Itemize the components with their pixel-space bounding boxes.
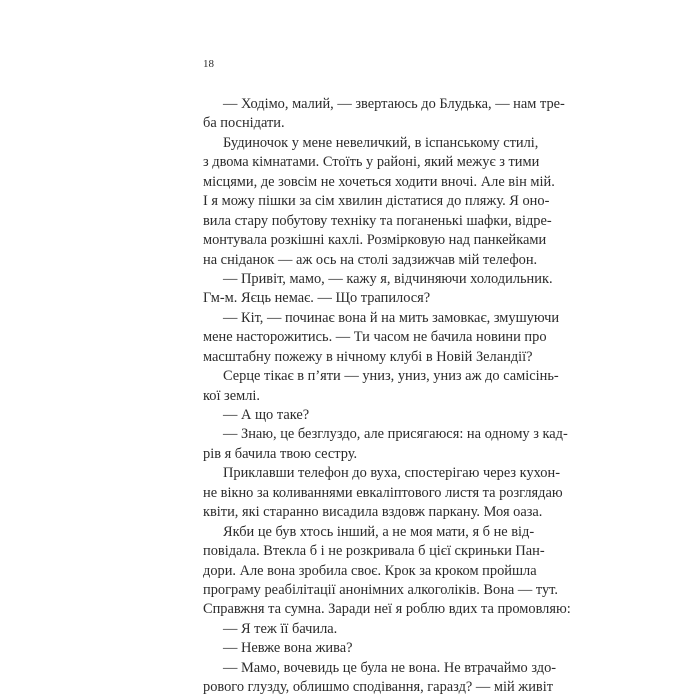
text-line: — Невже вона жива? (223, 640, 353, 657)
text-line: кої землі. (203, 387, 261, 404)
text-line: — Ходімо, малий, — звертаюсь до Блудька, — нам тре- (223, 96, 565, 112)
text-line: Якби це був хтось інший, а не моя мати, я б не від- (223, 523, 535, 540)
text-line: програму реабілітації анонімних алкоголіків. Вона — тут. (203, 581, 558, 598)
text-line: — Кіт, — починає вона й на мить замовкає, змушуючи (223, 309, 560, 326)
text-line: Серце тікає в п’яти — униз, униз, униз аж до самісінь- (223, 368, 559, 385)
text-line: на сніданок — аж ось на столі задзижчав мій телефон. (203, 251, 538, 268)
text-line: масштабну пожежу в нічному клубі в Новій Зеландії? (203, 348, 533, 365)
text-line: вила стару побутову техніку та поганенькі шафки, відре- (203, 212, 552, 229)
text-line: не вікно за коливаннями евкаліптового листя та розглядаю (203, 484, 563, 501)
text-line: Справжня та сумна. Заради неї я роблю вдих та промовляю: (203, 601, 571, 618)
text-line: — А що таке? (223, 407, 310, 423)
text-line: повідала. Втекла б і не розкривала б цієї скриньки Пан- (203, 543, 545, 560)
text-line: — Мамо, вочевидь це була не вона. Не втрачаймо здо- (223, 659, 557, 676)
text-line: — Знаю, це безглуздо, але присягаюся: на одному з кад- (223, 426, 568, 443)
text-line: рів я бачила твою сестру. (203, 445, 358, 462)
text-line: мене насторожитись. — Ти часом не бачила новини про (203, 329, 547, 346)
text-line: рового глузду, облишмо сподівання, гаразд? — мій живіт (203, 679, 554, 696)
text-line: з двома кімнатами. Стоїть у районі, який межує з тими (203, 154, 540, 171)
text-line: І я можу пішки за сім хвилин дістатися до пляжу. Я оно- (203, 193, 550, 210)
page-number: 18 (203, 58, 214, 70)
body-text (203, 95, 571, 698)
text-line: дори. Але вона зробила своє. Крок за кроком пройшла (203, 562, 537, 579)
text-line: квіти, які старанно висадила вздовж паркану. Моя оаза. (203, 504, 543, 521)
text-line: монтувала розкішні кахлі. Розмірковую над панкейками (203, 232, 547, 249)
text-line: Будиночок у мене невеличкий, в іспанському стилі, (223, 134, 539, 151)
text-line: Гм-м. Яєць немає. — Що трапилося? (203, 290, 431, 307)
text-line: — Привіт, мамо, — кажу я, відчиняючи холодильник. (223, 270, 553, 287)
text-line: Приклавши телефон до вуха, спостерігаю через кухон- (223, 465, 560, 482)
text-line: — Я теж її бачила. (223, 620, 338, 637)
text-line: місцями, де зовсім не хочеться ходити вночі. Але він мій. (203, 173, 555, 190)
text-line: ба поснідати. (203, 115, 285, 132)
